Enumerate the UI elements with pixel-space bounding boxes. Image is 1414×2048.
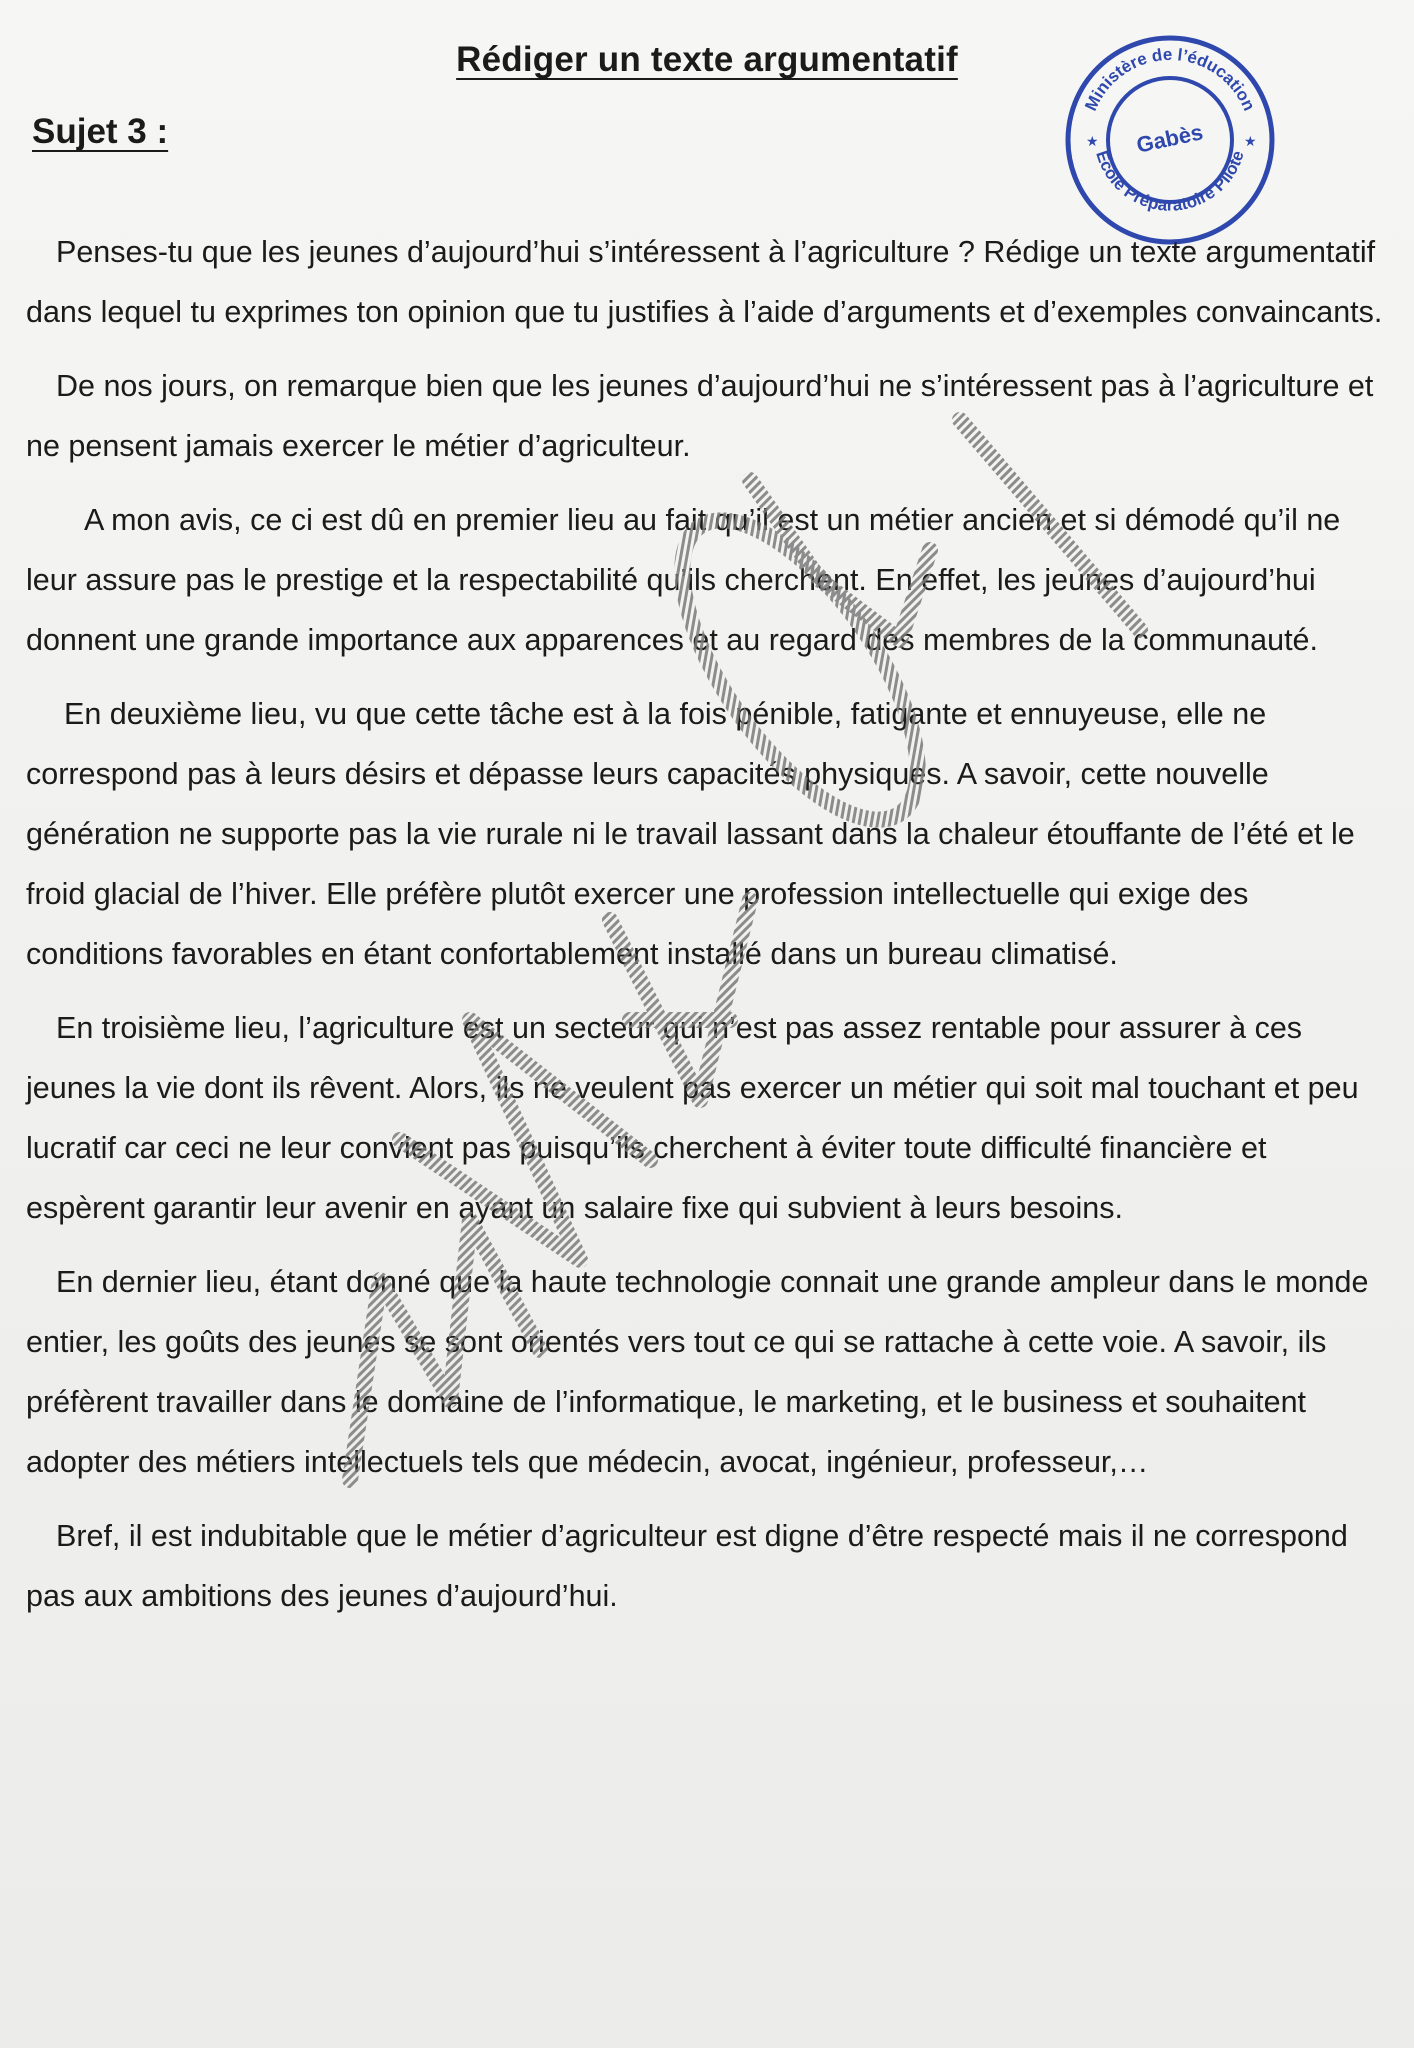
stamp-star-icon: ★ [1086, 133, 1099, 149]
stamp-top-text: Ministère de l’éducation [1081, 44, 1259, 114]
stamp-center-text: Gabès [1134, 119, 1206, 158]
fourth-argument-paragraph: En dernier lieu, étant donné que la haute technologie connait une grande ampleur dans le monde entier, les goûts des jeunes se sont orientés vers tout ce qui se rattache à cette voie. A savoir, ils préfèrent travailler dans le domaine de l’informatique, le marketing, et le business et souhaitent adopter des métiers intellectuels tels que médecin, avocat, ingénieur, professeur,… [26, 1265, 1369, 1479]
first-argument-paragraph: A mon avis, ce ci est dû en premier lieu au fait qu’il est un métier ancien et si démodé qu’il ne leur assure pas le prestige et la respectabilité qu’ils cherchent. En effet, les jeunes d’aujourd’hui donnent une grande importance aux apparences et au regard des membres de la communauté. [26, 503, 1341, 657]
subject-label: Sujet 3 : [32, 112, 169, 151]
third-argument-paragraph: En troisième lieu, l’agriculture est un secteur qui n’est pas assez rentable pour assurer à ces jeunes la vie dont ils rêvent. Alors, ils ne veulent pas exercer un métier qui soit mal touchant et peu lucratif car ceci ne leur convient pas puisqu’ils cherchent à éviter toute difficulté financière et espèrent garantir leur avenir en ayant un salaire fixe qui subvient à leurs besoins. [26, 1011, 1359, 1225]
second-argument-paragraph: En deuxième lieu, vu que cette tâche est à la fois pénible, fatigante et ennuyeuse, elle ne correspond pas à leurs désirs et dépasse leurs capacités physiques. A savoir, cette nouvelle génération ne supporte pas la vie rurale ni le travail lassant dans la chaleur étouffante de l’été et le froid glacial de l’hiver. Elle préfère plutôt exercer une profession intellectuelle qui exige des conditions favorables en étant confortablement installé dans un bureau climatisé. [26, 697, 1355, 971]
stamp-bottom-text: Ecole Préparatoire Pilote [1092, 148, 1248, 215]
document-title: Rédiger un texte argumentatif [456, 40, 958, 79]
subject-question-paragraph: Penses-tu que les jeunes d’aujourd’hui s’intéressent à l’agriculture ? Rédige un texte argumentatif dans lequel tu exprimes ton opinion que tu justifies à l’aide d’arguments et d’exemples convaincants. [26, 235, 1383, 329]
document-body [26, 222, 1390, 1640]
school-stamp [1062, 32, 1278, 248]
svg-text:Ecole Préparatoire Pilote [1092, 148, 1248, 214]
conclusion-paragraph: Bref, il est indubitable que le métier d’agriculteur est digne d’être respecté mais il ne correspond pas aux ambitions des jeunes d’aujourd’hui. [26, 1519, 1348, 1613]
introduction-paragraph: De nos jours, on remarque bien que les jeunes d’aujourd’hui ne s’intéressent pas à l’agriculture et ne pensent jamais exercer le métier d’agriculteur. [26, 369, 1374, 463]
stamp-star-icon: ★ [1244, 133, 1257, 149]
